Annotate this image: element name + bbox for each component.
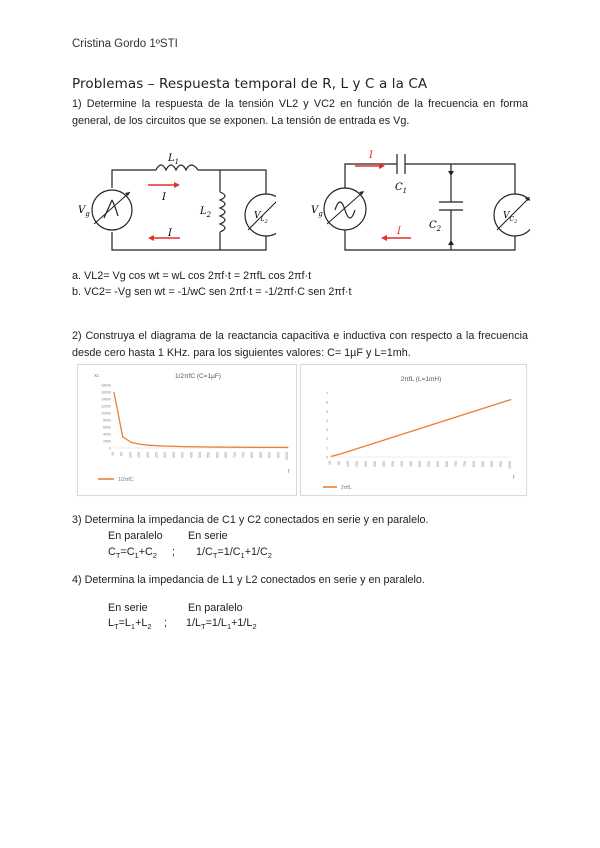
chart-2-data-point — [421, 428, 422, 429]
chart-2-xtick-label: 700 — [454, 461, 458, 467]
chart-1-data-point — [157, 445, 158, 446]
chart-1-data-point — [140, 444, 141, 445]
chart-2-data-point — [511, 399, 512, 400]
chart-2-data-point — [331, 456, 332, 457]
chart-2-data-point — [340, 454, 341, 455]
chart-2-xtick-label: 750 — [463, 461, 467, 467]
chart-1-xtick-label: 250 — [154, 452, 159, 458]
chart-1-data-point — [183, 446, 184, 447]
chart-2-xtick-label: 450 — [409, 461, 413, 467]
voltmeter-vc2-symbol — [494, 194, 530, 236]
chart-2-ytick-label: 5 — [326, 409, 328, 414]
chart-1-xtick-label: 300 — [163, 452, 168, 458]
label-current-bottom: I — [168, 228, 172, 239]
chart-1-ytick-label: 10000 — [101, 411, 111, 416]
page-title: Problemas – Respuesta temporal de R, L y C a la CA — [72, 76, 428, 92]
chart-2-xtick-label: 350 — [391, 461, 395, 467]
chart-1-ylabel: Xc — [94, 373, 100, 378]
chart-1-xtick-label: 1000 — [285, 452, 289, 460]
answer-a: a. VL2= Vg cos wt = wL cos 2πf·t = 2πfL cos 2πf·t — [72, 270, 312, 282]
chart-2-xtick-label: 10 — [328, 461, 332, 465]
chart-2-data-point — [376, 442, 377, 443]
chart-1-data-point — [227, 447, 228, 448]
chart-1-data-point — [174, 446, 175, 447]
chart-2-xtick-label: 500 — [418, 461, 422, 467]
chart-2-xlabel: f — [513, 475, 515, 481]
label-current-bottom-rc: I — [397, 226, 401, 237]
voltmeter-vl2-symbol — [245, 194, 276, 236]
chart-2-data-point — [448, 419, 449, 420]
q4-formula-series: $L_T=L_1+L_2$ — [108, 617, 152, 632]
question-4-text: 4) Determina la impedancia de L1 y L2 conectados en serie y en paralelo. — [72, 574, 425, 586]
chart-1-data-point — [166, 446, 167, 447]
chart-2-data-point — [475, 411, 476, 412]
chart-2-xtick-label: 1000 — [508, 461, 512, 469]
chart-1-xtick-label: 900 — [267, 452, 272, 458]
chart-2-xtick-label: 100 — [346, 461, 350, 467]
chart-1-ytick-label: 2000 — [103, 439, 111, 444]
chart-1-data-point — [209, 446, 210, 447]
q3-formula-parallel: $C_T=C_1+C_2$ — [108, 546, 157, 561]
chart-1-data-point — [131, 442, 132, 443]
q4-col2-heading: En paralelo — [188, 602, 243, 614]
chart-1-data-point — [122, 436, 123, 437]
label-vl2: $V_{L2}$ — [254, 211, 268, 225]
chart-1-legend-label: 1/2πfC — [118, 477, 134, 483]
chart-1-ytick-label: 16000 — [101, 390, 111, 395]
chart-2-data-point — [457, 416, 458, 417]
q3-formula-series: $1/C_T=1/C_1+1/C_2$ — [196, 546, 272, 561]
chart-1-xtick-label: 100 — [128, 452, 133, 458]
chart-1-data-point — [201, 446, 202, 447]
chart-2-ytick-label: 0 — [326, 455, 328, 460]
chart-1-data-point — [244, 447, 245, 448]
label-c1: $C_1$ — [395, 182, 408, 195]
chart-2-xtick-label: 850 — [481, 461, 485, 467]
chart-1-data-point — [235, 447, 236, 448]
chart-1-title: 1/2πfC (C=1μF) — [175, 373, 221, 380]
chart-2-ytick-label: 1 — [326, 446, 328, 451]
chart-2-data-point — [412, 431, 413, 432]
chart-1-xtick-label: 10 — [111, 452, 115, 456]
question-2-text: 2) Construya el diagrama de la reactancia capacitiva e inductiva con respecto a la frecuencia desde cero hasta 1 KHz. para los siguientes valores: C= 1µF y L=1mh. — [72, 330, 528, 359]
chart-1-xtick-label: 600 — [215, 452, 220, 458]
chart-2-xtick-label: 950 — [499, 461, 503, 467]
source-vg-symbol — [92, 190, 132, 230]
chart-1-xtick-label: 850 — [258, 452, 263, 458]
q3-col2-heading: En serie — [188, 530, 228, 542]
chart-2-data-point — [403, 434, 404, 435]
chart-2-data-point — [502, 402, 503, 403]
chart-1-xlabel: f — [288, 469, 290, 475]
chart-1-ytick-label: 8000 — [103, 418, 111, 423]
chart-1-xtick-label: 800 — [250, 452, 255, 458]
chart-2-data-point — [484, 408, 485, 409]
chart-2-ytick-label: 7 — [326, 391, 328, 396]
q4-col1-heading: En serie — [108, 602, 148, 614]
author-name: Cristina Gordo 1ºSTI — [72, 38, 178, 50]
answer-b: b. VC2= -Vg sen wt = -1/wC sen 2πf·t = -1/2πf·C sen 2πf·t — [72, 286, 352, 298]
chart-2-xtick-label: 300 — [382, 461, 386, 467]
chart-1-xtick-label: 50 — [119, 452, 124, 456]
chart-2-data-point — [466, 413, 467, 414]
chart-1-xtick-label: 650 — [224, 452, 229, 458]
chart-1-ytick-label: 18000 — [101, 383, 111, 388]
chart-2-xtick-label: 550 — [427, 461, 431, 467]
chart-1-ytick-label: 14000 — [101, 397, 111, 402]
chart-1-data-point — [218, 447, 219, 448]
q3-col1-heading: En paralelo — [108, 530, 163, 542]
chart-2-data-point — [439, 422, 440, 423]
label-current-top-rc: I — [369, 150, 373, 161]
chart-1-ytick-label: 12000 — [101, 404, 111, 409]
chart-2-data-point — [385, 439, 386, 440]
label-current-top: I — [162, 192, 166, 203]
chart-2-data-point — [349, 451, 350, 452]
chart-1-ytick-label: 0 — [109, 446, 111, 451]
chart-1-xtick-label: 750 — [241, 452, 246, 458]
chart-1-svg — [78, 365, 296, 495]
chart-2-data-point — [430, 425, 431, 426]
rl-circuit-diagram — [76, 152, 276, 262]
chart-2-xtick-label: 900 — [490, 461, 494, 467]
chart-2-xtick-label: 250 — [373, 461, 377, 467]
chart-1-data-point — [279, 447, 280, 448]
chart-1-data-point — [261, 447, 262, 448]
q4-separator: ; — [164, 617, 167, 629]
chart-1-data-point — [148, 445, 149, 446]
chart-1-xtick-label: 150 — [137, 452, 142, 458]
chart-1-xtick-label: 400 — [180, 452, 185, 458]
chart-2-xtick-label: 150 — [355, 461, 359, 467]
chart-capacitive-reactance — [77, 364, 297, 496]
chart-1-data-point — [270, 447, 271, 448]
chart-2-xtick-label: 600 — [436, 461, 440, 467]
chart-2-legend-label: 2πfL — [341, 485, 352, 491]
chart-2-data-point — [394, 436, 395, 437]
chart-1-xtick-label: 550 — [206, 452, 211, 458]
chart-2-ytick-label: 3 — [326, 428, 328, 433]
label-vg-rc: $V_g$ — [311, 205, 323, 218]
label-l2: $L_2$ — [200, 206, 212, 219]
chart-1-data-point — [288, 447, 289, 448]
chart-2-xtick-label: 800 — [472, 461, 476, 467]
chart-1-data-point — [114, 392, 115, 393]
chart-2-data-point — [493, 405, 494, 406]
chart-1-xtick-label: 350 — [171, 452, 176, 458]
chart-2-xtick-label: 50 — [337, 461, 341, 465]
chart-2-ytick-label: 4 — [326, 418, 328, 423]
q4-formula-parallel: $1/L_T=1/L_1+1/L_2$ — [186, 617, 257, 632]
chart-1-xtick-label: 200 — [145, 452, 150, 458]
chart-2-xtick-label: 650 — [445, 461, 449, 467]
current-arrow-bottom-rc — [381, 235, 411, 241]
label-vc2: $V_{C2}$ — [503, 211, 518, 225]
chart-1-series-line — [114, 392, 288, 447]
chart-1-ytick-label: 4000 — [103, 432, 111, 437]
chart-1-xtick-label: 450 — [189, 452, 194, 458]
question-3-text: 3) Determina la impedancia de C1 y C2 conectados en serie y en paralelo. — [72, 514, 429, 526]
chart-1-data-point — [253, 447, 254, 448]
q3-separator: ; — [172, 546, 175, 558]
question-1-text: 1) Determine la respuesta de la tensión VL2 y VC2 en función de la frecuencia en forma general, de los circuitos que se exponen. La tensión de entrada es Vg. — [72, 98, 528, 127]
label-c2: $C_2$ — [429, 220, 442, 233]
chart-2-title: 2πfL (L=1mH) — [400, 376, 442, 383]
chart-2-ytick-label: 2 — [326, 437, 328, 442]
chart-1-ytick-label: 6000 — [103, 425, 111, 430]
label-vg: $V_g$ — [78, 205, 90, 218]
chart-2-svg — [301, 365, 526, 495]
chart-1-xtick-label: 950 — [276, 452, 281, 458]
chart-1-xtick-label: 700 — [232, 452, 237, 458]
chart-2-data-point — [358, 448, 359, 449]
chart-2-data-point — [367, 445, 368, 446]
chart-2-xtick-label: 200 — [364, 461, 368, 467]
current-arrow-top — [148, 182, 180, 188]
chart-1-xtick-label: 500 — [198, 452, 202, 458]
rc-circuit-diagram — [305, 146, 530, 262]
label-l1: $L_1$ — [168, 153, 180, 166]
chart-inductive-reactance — [300, 364, 527, 496]
chart-2-xtick-label: 400 — [400, 461, 404, 467]
source-vg-symbol-rc — [324, 188, 366, 230]
chart-2-ytick-label: 6 — [326, 400, 328, 405]
chart-1-data-point — [192, 446, 193, 447]
current-arrow-bottom — [148, 235, 180, 241]
